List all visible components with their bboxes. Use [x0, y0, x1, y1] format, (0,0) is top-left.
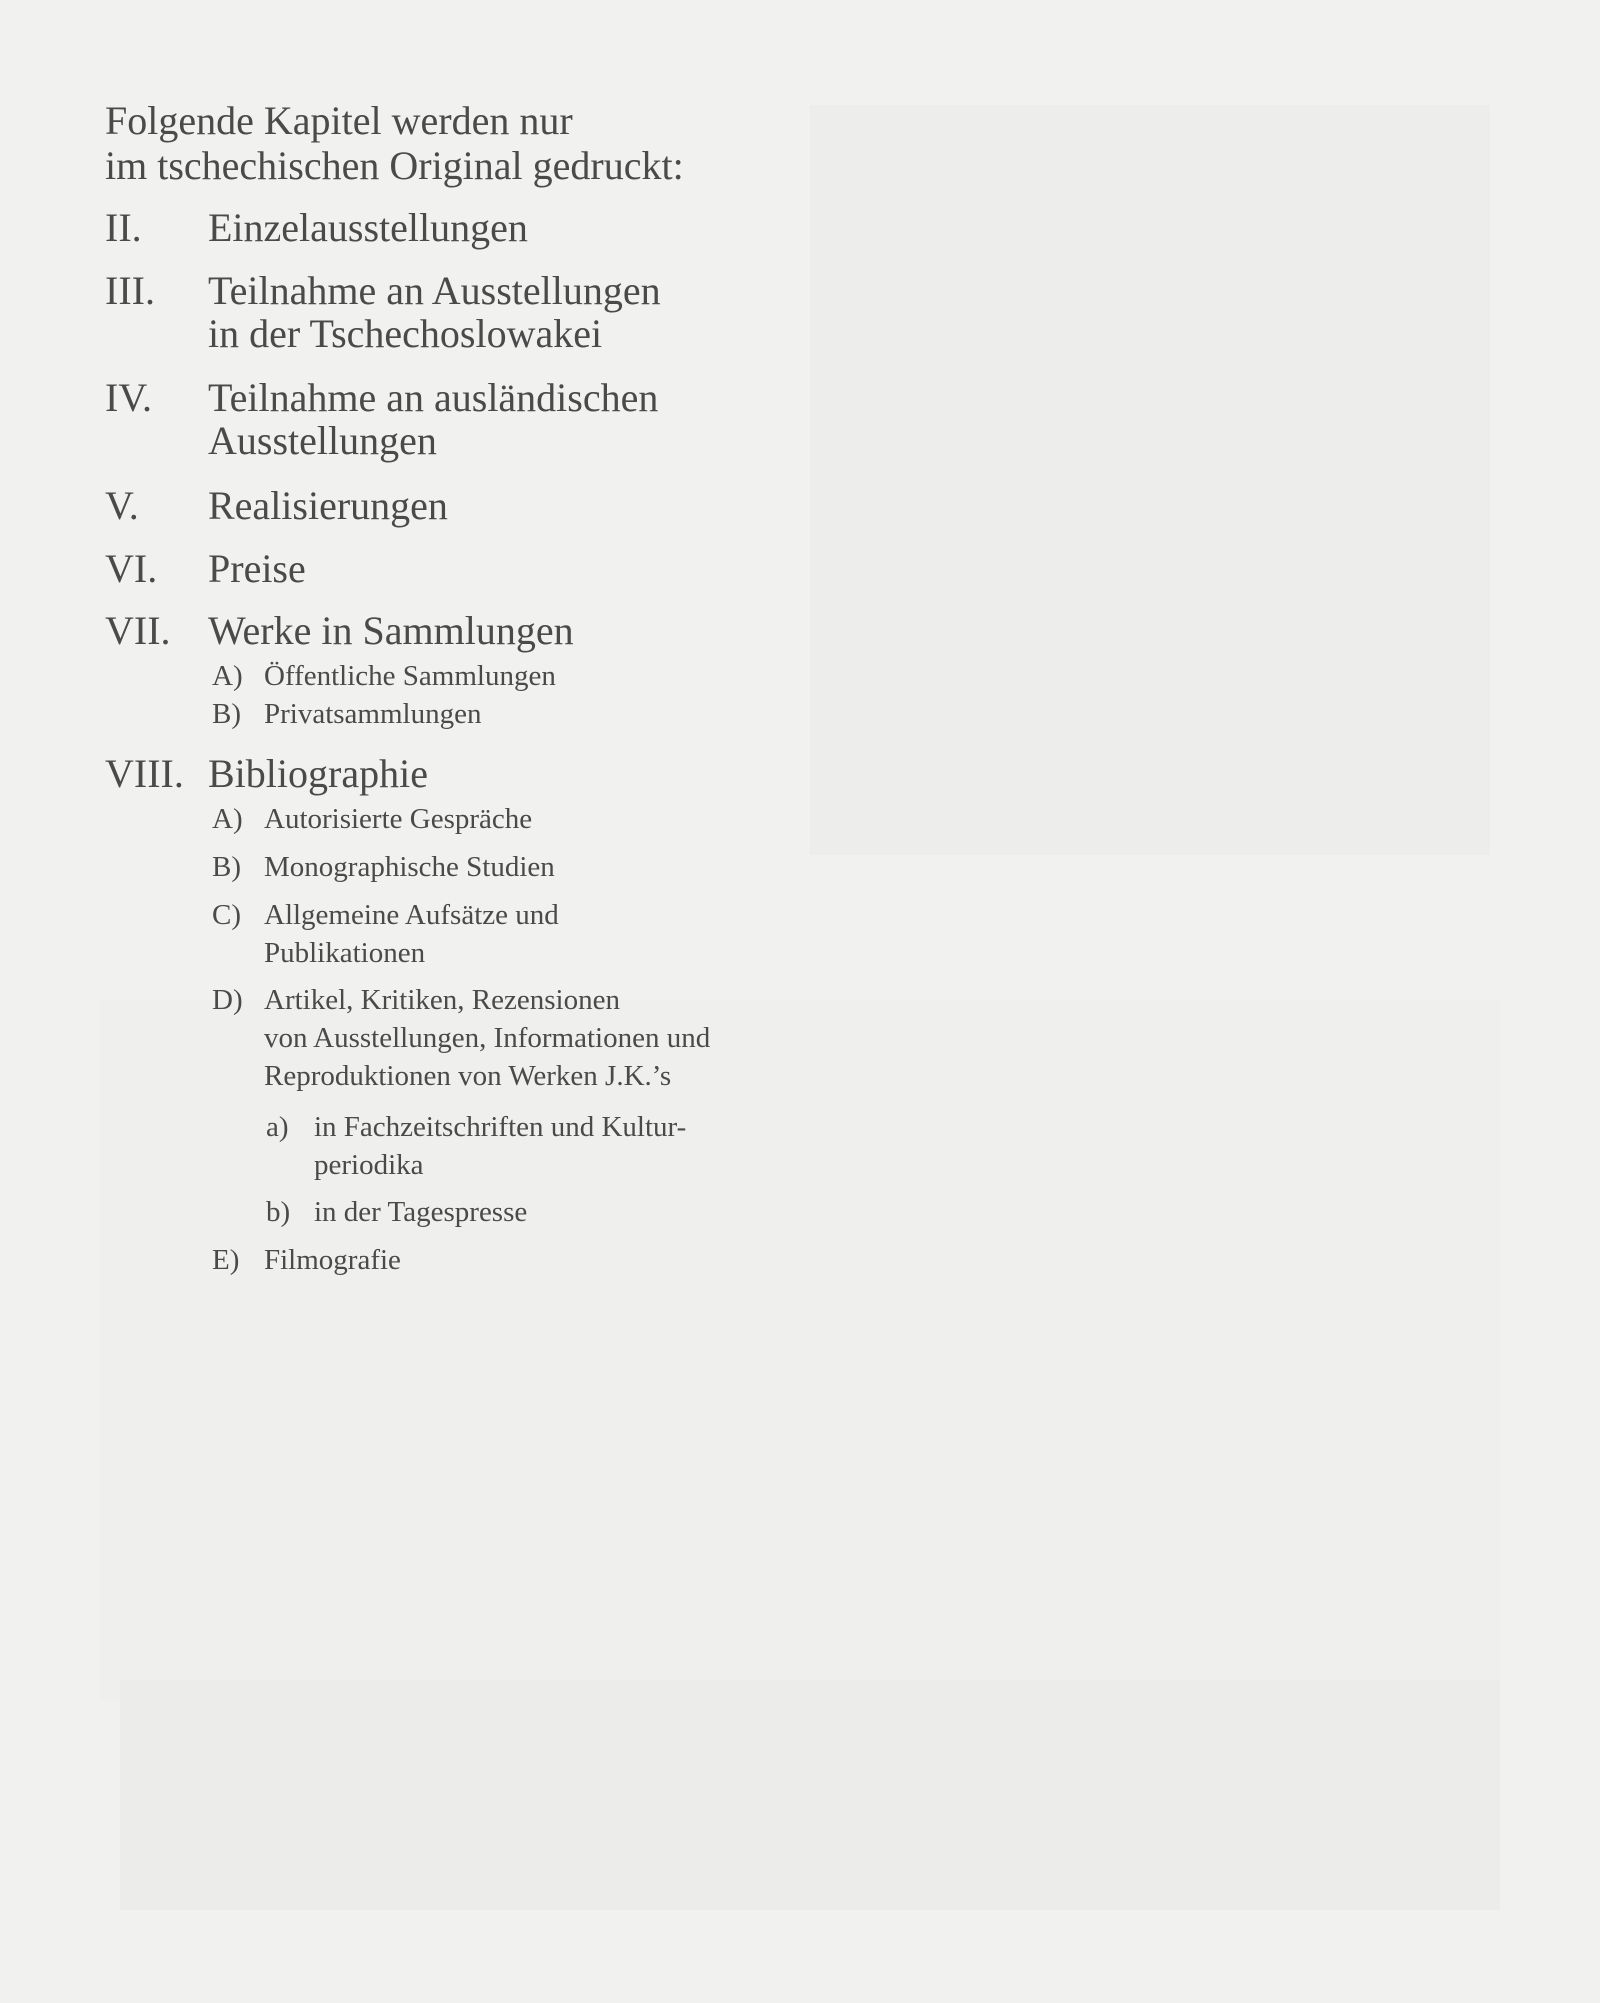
subsection-title [264, 981, 710, 1095]
subsection-label: E) [212, 1244, 240, 1276]
subsection-title-line: Autorisierte Gespräche [264, 803, 533, 835]
subsection-label: B) [212, 851, 241, 883]
subsection-title [264, 695, 481, 733]
chapter-number: II. [105, 205, 142, 250]
chapter-number: VII. [105, 608, 171, 653]
subsection-label: A) [212, 660, 243, 692]
chapter-number: V. [105, 483, 139, 528]
chapter-title [208, 269, 661, 355]
sub-subsection-title [314, 1193, 527, 1231]
sub-subsection-title-line: in der Tagespresse [314, 1196, 528, 1228]
subsection-title [264, 848, 555, 886]
chapter-title [208, 484, 448, 527]
chapter-title-line: Werke in Sammlungen [208, 608, 574, 653]
subsection-title [264, 800, 532, 838]
subsection-title [264, 657, 556, 695]
subsection-label: D) [212, 984, 243, 1016]
intro-line: Folgende Kapitel werden nur [105, 98, 573, 143]
subsection-label: B) [212, 698, 241, 730]
chapter-title [208, 752, 428, 795]
sub-subsection-title [314, 1108, 686, 1184]
chapter-number: IV. [105, 375, 153, 420]
chapter-number: VIII. [105, 751, 184, 796]
subsection-title-line: Privatsammlungen [264, 698, 482, 730]
subsection-title-line: Allgemeine Aufsätze und [264, 899, 559, 931]
subsection-label: A) [212, 803, 243, 835]
chapter-number: VI. [105, 546, 158, 591]
subsection-title-line: Artikel, Kritiken, Rezensionen [264, 984, 620, 1016]
subsection-title-line: Publikationen [264, 937, 426, 969]
chapter-title [208, 376, 658, 462]
intro-line: im tschechischen Original gedruckt: [105, 143, 684, 188]
sub-subsection-label: b) [266, 1196, 291, 1228]
chapter-title [208, 206, 528, 249]
sub-subsection-label: a) [266, 1111, 289, 1143]
chapter-title-line: Bibliographie [208, 751, 428, 796]
subsection-title-line: Filmografie [264, 1244, 401, 1276]
chapter-title-line: Einzelausstellungen [208, 205, 528, 250]
subsection-title-line: Öffentliche Sammlungen [264, 660, 556, 692]
sub-subsection-title-line: in Fachzeitschriften und Kultur- [314, 1111, 687, 1143]
intro-heading [105, 98, 684, 188]
chapter-number: III. [105, 268, 155, 313]
subsection-title-line: Monographische Studien [264, 851, 555, 883]
chapter-title-line: Ausstellungen [208, 418, 437, 463]
chapter-title-line: Preise [208, 546, 306, 591]
subsection-title-line: von Ausstellungen, Informationen und [264, 1022, 711, 1054]
chapter-title-line: Teilnahme an ausländischen [208, 375, 659, 420]
subsection-title [264, 896, 559, 972]
chapter-title [208, 547, 306, 590]
chapter-title-line: Teilnahme an Ausstellungen [208, 268, 661, 313]
subsection-title [264, 1241, 401, 1279]
subsection-label: C) [212, 899, 241, 931]
chapter-title [208, 609, 574, 652]
chapter-title-line: in der Tschechoslowakei [208, 311, 603, 356]
subsection-title-line: Reproduktionen von Werken J.K.’s [264, 1060, 672, 1092]
chapter-title-line: Realisierungen [208, 483, 448, 528]
sub-subsection-title-line: periodika [314, 1149, 424, 1181]
